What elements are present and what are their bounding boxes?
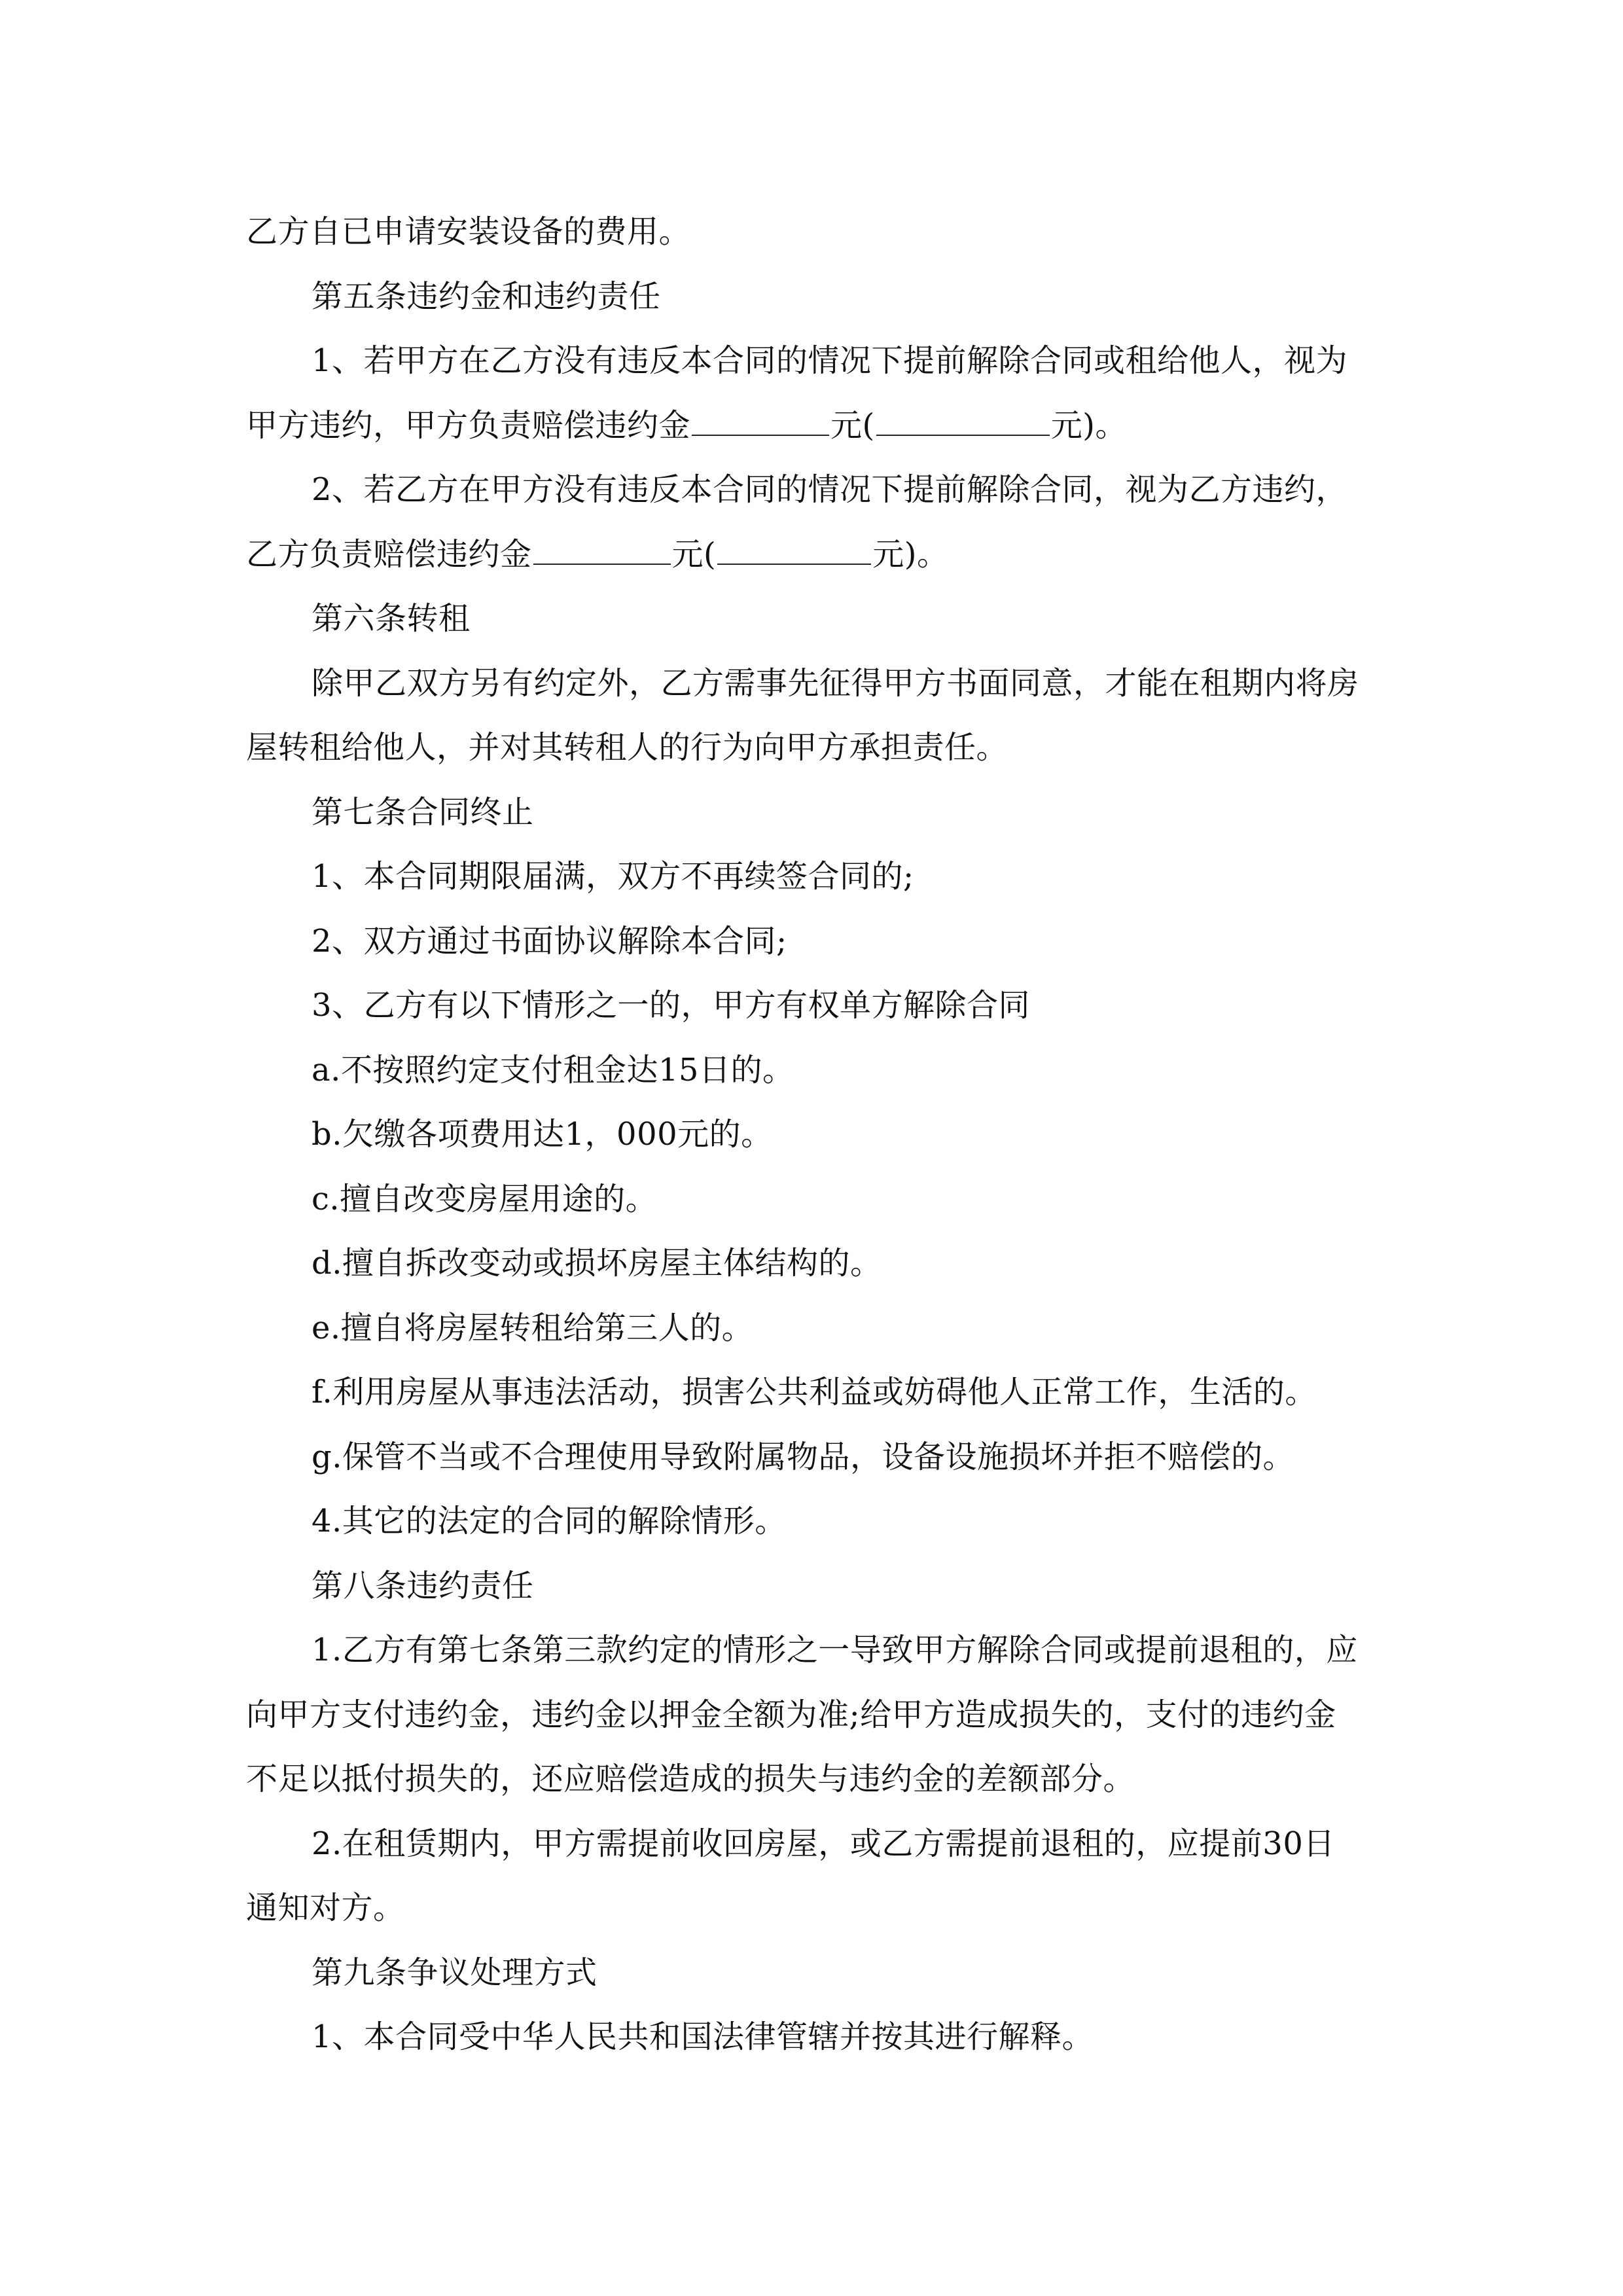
- text-line: 1.乙方有第七条第三款约定的情形之一导致甲方解除合同或提前退租的，应: [312, 1632, 1358, 1668]
- text-line: 2.在租赁期内，甲方需提前收回房屋，或乙方需提前退租的，应提前30日: [312, 1825, 1335, 1862]
- section-heading-article-7: 第七条合同终止: [312, 793, 534, 831]
- text-line-with-blanks: [246, 393, 1378, 458]
- amount-uppercase-blank[interactable]: [717, 537, 871, 565]
- text-line: 屋转租给他人，并对其转租人的行为向甲方承担责任。: [246, 729, 1008, 766]
- line-segment: 乙方负责赔偿违约金: [246, 535, 532, 573]
- text-line: 不足以抵付损失的，还应赔偿造成的损失与违约金的差额部分。: [246, 1761, 1135, 1797]
- text-line: 通知对方。: [246, 1890, 405, 1926]
- amount-blank[interactable]: [692, 408, 829, 436]
- section-heading-article-6: 第六条转租: [312, 600, 471, 637]
- line-segment: 元)。: [872, 535, 949, 573]
- line-segment: 元(: [671, 535, 717, 573]
- list-item: 4.其它的法定的合同的解除情形。: [312, 1503, 787, 1539]
- contract-body: [246, 200, 1378, 2070]
- section-heading-article-5: 第五条违约金和违约责任: [312, 278, 661, 315]
- line-segment: 甲方违约，甲方负责赔偿违约金: [246, 406, 691, 444]
- text-line-with-blanks: [246, 522, 1378, 587]
- text-line: 2、若乙方在甲方没有违反本合同的情况下提前解除合同，视为乙方违约，: [312, 471, 1348, 508]
- sub-list-item: d.擅自拆改变动或损坏房屋主体结构的。: [312, 1245, 882, 1282]
- section-heading-article-8: 第八条违约责任: [312, 1567, 534, 1604]
- list-item: 2、双方通过书面协议解除本合同;: [312, 922, 787, 960]
- text-line: 除甲乙双方另有约定外，乙方需事先征得甲方书面同意，才能在租期内将房: [312, 664, 1359, 702]
- text-line: 乙方自已申请安装设备的费用。: [246, 213, 691, 250]
- sub-list-item: g.保管不当或不合理使用导致附属物品，设备设施损坏并拒不赔偿的。: [312, 1438, 1294, 1475]
- amount-blank[interactable]: [533, 537, 671, 565]
- line-segment: 元(: [830, 406, 875, 444]
- sub-list-item: a.不按照约定支付租金达15日的。: [312, 1051, 794, 1088]
- list-item: 1、本合同受中华人民共和国法律管辖并按其进行解释。: [312, 2018, 1094, 2055]
- sub-list-item: e.擅自将房屋转租给第三人的。: [312, 1309, 754, 1346]
- text-line: 向甲方支付违约金，违约金以押金全额为准;给甲方造成损失的，支付的违约金: [246, 1696, 1336, 1733]
- sub-list-item: c.擅自改变房屋用途的。: [312, 1180, 658, 1217]
- list-item: 3、乙方有以下情形之一的，甲方有权单方解除合同: [312, 987, 1031, 1024]
- section-heading-article-9: 第九条争议处理方式: [312, 1954, 597, 1991]
- list-item: 1、本合同期限届满，双方不再续签合同的;: [312, 858, 914, 895]
- text-line: 1、若甲方在乙方没有违反本合同的情况下提前解除合同或租给他人，视为: [312, 342, 1348, 379]
- sub-list-item: f.利用房屋从事违法活动，损害公共利益或妨碍他人正常工作，生活的。: [312, 1374, 1317, 1410]
- amount-uppercase-blank[interactable]: [876, 408, 1050, 436]
- line-segment: 元)。: [1050, 406, 1127, 444]
- sub-list-item: b.欠缴各项费用达1，000元的。: [312, 1116, 773, 1153]
